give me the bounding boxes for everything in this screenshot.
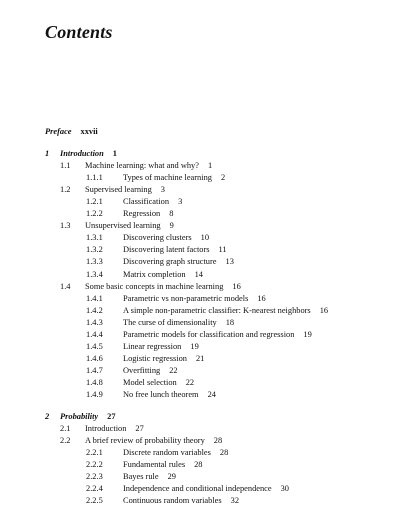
section-title: Some basic concepts in machine learning — [85, 281, 224, 291]
subsection-number: 2.2.4 — [86, 484, 103, 494]
subsection-title: A simple non-parametric classifier: K-nearest neighbors — [123, 305, 311, 315]
subsection-number: 1.4.1 — [86, 293, 103, 303]
subsection-number: 1.2.2 — [86, 209, 103, 219]
subsection-number: 1.4.6 — [86, 353, 103, 363]
subsection-page: 32 — [230, 496, 239, 506]
subsection-title: Discovering clusters — [123, 233, 192, 243]
section-title: A brief review of probability theory — [85, 436, 205, 446]
chapter-title: Probability — [60, 412, 99, 422]
subsection-title: Bayes rule — [123, 472, 159, 482]
subsection-page: 19 — [303, 329, 312, 339]
subsection-title: Linear regression — [123, 341, 182, 351]
chapter-page: 1 — [112, 149, 117, 158]
subsection-page: 16 — [319, 305, 329, 315]
chapter-title: Introduction — [60, 149, 104, 158]
section-page: 27 — [135, 424, 144, 434]
chapter-number: 2 — [45, 412, 50, 422]
subsection-title: Continuous random variables — [123, 496, 222, 506]
subsection-number: 1.2.1 — [86, 197, 103, 207]
subsection-number: 1.4.3 — [86, 317, 103, 327]
section-number: 2.1 — [60, 424, 71, 434]
chapter-number: 1 — [45, 149, 50, 158]
subsection-number: 1.4.9 — [86, 390, 103, 399]
section-number: 1.4 — [60, 281, 71, 291]
subsection-title: Parametric vs non-parametric models — [123, 293, 249, 303]
section-page: 9 — [169, 221, 174, 231]
section-page: 16 — [232, 281, 241, 291]
subsection-number: 1.4.8 — [86, 377, 103, 387]
chapter-page: 27 — [107, 412, 116, 422]
subsection-page: 14 — [194, 269, 203, 279]
subsection-page: 22 — [169, 365, 178, 375]
subsection-title: Discovering latent factors — [123, 245, 210, 255]
subsection-page: 8 — [169, 209, 174, 219]
subsection-number: 1.1.1 — [86, 173, 103, 183]
subsection-title: Model selection — [123, 377, 177, 387]
subsection-page: 19 — [190, 341, 199, 351]
subsection-title: Logistic regression — [123, 353, 187, 363]
subsection-number: 1.3.4 — [86, 269, 103, 279]
subsection-page: 22 — [185, 377, 195, 387]
subsection-page: 3 — [178, 197, 183, 207]
subsection-title: The curse of dimensionality — [123, 317, 217, 327]
subsection-number: 1.4.2 — [86, 305, 103, 315]
section-number: 1.3 — [60, 221, 71, 231]
section-title: Unsupervised learning — [85, 221, 161, 231]
subsection-title: Independence and conditional independence — [123, 484, 272, 494]
subsection-page: 2 — [220, 173, 226, 183]
subsection-page: 11 — [218, 245, 227, 255]
section-number: 2.2 — [60, 436, 71, 446]
preface-title: Preface — [45, 127, 72, 136]
subsection-title: Overfitting — [123, 365, 161, 375]
subsection-number: 2.2.1 — [86, 448, 103, 458]
subsection-title: Fundamental rules — [123, 460, 186, 470]
subsection-title: Matrix completion — [123, 269, 186, 279]
section-title: Supervised learning — [85, 185, 152, 195]
subsection-page: 13 — [225, 257, 234, 267]
subsection-page: 21 — [195, 353, 205, 363]
subsection-title: Discrete random variables — [123, 448, 211, 458]
subsection-page: 24 — [207, 390, 216, 399]
page-title: Contents — [45, 22, 113, 42]
subsection-page: 16 — [257, 293, 266, 303]
subsection-title: Types of machine learning — [123, 173, 212, 183]
subsection-page: 28 — [194, 460, 203, 470]
subsection-page: 29 — [167, 472, 176, 482]
section-title: Machine learning: what and why? — [85, 161, 199, 171]
subsection-title: No free lunch theorem — [123, 390, 199, 399]
section-page: 1 — [207, 161, 213, 171]
subsection-number: 1.3.3 — [86, 257, 103, 267]
subsection-title: Discovering graph structure — [123, 257, 217, 267]
subsection-number: 1.4.7 — [86, 365, 103, 375]
subsection-number: 2.2.5 — [86, 496, 103, 506]
subsection-number: 1.3.2 — [86, 245, 103, 255]
subsection-title: Classification — [123, 197, 170, 207]
subsection-number: 1.3.1 — [86, 233, 103, 243]
subsection-number: 2.2.2 — [86, 460, 103, 470]
subsection-title: Regression — [123, 209, 161, 219]
subsection-page: 28 — [219, 448, 229, 458]
preface-page: xxvii — [80, 127, 98, 136]
section-title: Introduction — [85, 424, 127, 434]
section-page: 28 — [213, 436, 223, 446]
section-page: 3 — [160, 185, 165, 195]
section-number: 1.1 — [60, 161, 71, 171]
subsection-page: 30 — [280, 484, 289, 494]
subsection-number: 1.4.5 — [86, 341, 103, 351]
subsection-title: Parametric models for classification and regression — [123, 329, 295, 339]
subsection-page: 10 — [200, 233, 209, 243]
section-number: 1.2 — [60, 185, 71, 195]
subsection-number: 2.2.3 — [86, 472, 103, 482]
subsection-number: 1.4.4 — [86, 329, 103, 339]
subsection-page: 18 — [225, 317, 235, 327]
